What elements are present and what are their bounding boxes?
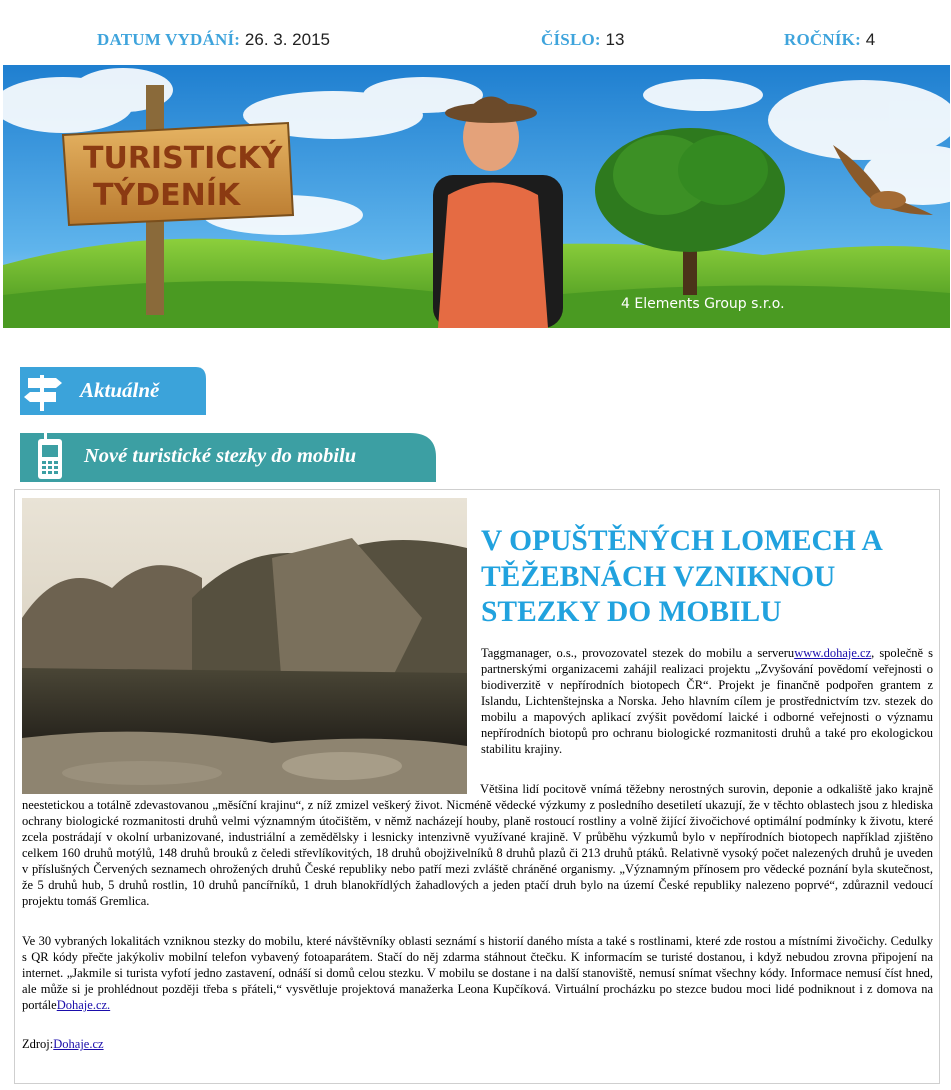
quarry-photo	[22, 498, 467, 794]
issue-number	[541, 30, 624, 50]
banner-company: 4 Elements Group s.r.o.	[621, 296, 785, 312]
volume-year	[784, 30, 875, 50]
article-paragraph-2: Většina lidí pocitově vnímá těžebny nerostných surovin, deponie a odkaliště jako krajně neestetickou a totálně zdevastovanou „měsíční krajinu“, z níž zmizel veškerý život. Nicméně vědecké výzkumy z posledního desetiletí ukazují, že v těchto oblastech jsou z hlediska ochrany biologické rozmanitosti druhů velmi významným útočištěm, v němž nacházejí houby, planě rostoucí rostliny a volně žijící živočichové optimální podmínky k životu, které zcela postrádají v okolní urbanizované, industriální a zemědělsky i lesnicky intenzivně využívané krajině. V průběhu výzkumů bylo v nepřírodních biotopech například zjištěno celkem 160 druhů motýlů, 148 druhů brouků z čeledi střevlíkovitých, 18 druhů obojživelníků 8 druhů plazů či 213 druhů ptáků. Relativně vysoký počet nalezených druhů je uveden v příslušných Červených seznamech ohrožených druhů České republiky nebo patří mezi zvláště chráněné organismy. „Významným přínosem pro vědecké poznání byla skutečnost, že 5 druhů hub, 5 druhů rostlin, 10 druhů pancířníků, 1 druh blanokřídlých žahadlových a jeden ptačí druh bylo na území České republiky nalezeno poprvé“, zdůraznil vedoucí projektu tomáš Gremlica.	[22, 782, 933, 908]
volume-year-value: 4	[865, 30, 876, 49]
volume-year-label: ROČNÍK:	[784, 30, 861, 49]
source-link[interactable]: Dohaje.cz	[53, 1037, 104, 1051]
section-tab-mobile	[20, 433, 436, 482]
issue-date-label: DATUM VYDÁNÍ:	[97, 30, 241, 49]
article-title: V OPUŠTĚNÝCH LOMECH A TĚŽEBNÁCH VZNIKNOU STEZKY DO MOBILU	[481, 525, 882, 628]
newsletter-banner	[3, 65, 950, 328]
banner-title-line1: TURISTICKÝ	[83, 141, 283, 176]
issue-date-value: 26. 3. 2015	[244, 30, 330, 49]
section-current-label: Aktuálně	[80, 378, 160, 402]
issue-date	[97, 30, 330, 50]
article-paragraph-1	[481, 645, 933, 757]
issue-number-label: ČÍSLO:	[541, 30, 601, 49]
banner-title-line2: TÝDENÍK	[93, 178, 241, 213]
section-tab-current	[20, 367, 206, 415]
source-label: Zdroj:	[22, 1037, 54, 1051]
article-source	[22, 1036, 104, 1052]
p1-text-a: Taggmanager, o.s., provozovatel stezek do mobilu a serveru	[481, 646, 795, 660]
mobile-phone-icon	[38, 433, 62, 479]
p1-text-b: , společně s partnerskými organizacemi zahájil realizaci projektu „Zvyšování povědomí veřejnosti o biodiverzitě v nepřírodních biotopech ČR“. Projekt je finančně podpořen grantem z Islandu, Lichtenštejnska a Norska. Jeho hlavním cílem je prostřednictvím tzv. stezek do mobilu a mapových aplikací zvýšit povědomí laické i odborné veřejnosti o významu nepřírodních biotopů pro ochranu biologické rozmanitosti druhů a také pro ekologickou stabilitu krajiny.	[481, 646, 933, 756]
p3-text: Ve 30 vybraných lokalitách vzniknou stezky do mobilu, které návštěvníky oblasti seznámí s historií daného místa a také s rostlinami, které zde rostou a místními živočichy. Cedulky s QR kódy přečte jakýkoliv mobilní telefon vybavený fotoaparátem. Stačí do něj zdarma stáhnout čtečku. K informacím se turisté dostanou, i když nebudou zrovna připojení na internet. „Jakmile si turista vyfotí jedno zastavení, odnáší si domů celou stezku. V mobilu se dostane i na další stanoviště, nemusí snímat všechny kódy. Informace nemusí číst hned, ale může si je prohlédnout později třeba s přáteli,“ vysvětluje projektová manažerka Leona Kupčíková. Virtuální procházku po stezce budou moci lidé podniknout i z domova na portále	[22, 934, 933, 1012]
section-mobile-label: Nové turistické stezky do mobilu	[84, 445, 357, 467]
dohaje-portal-link[interactable]: Dohaje.cz.	[56, 998, 111, 1012]
dohaje-link-inline[interactable]: www.dohaje.cz	[794, 646, 872, 660]
article-paragraph-3	[22, 933, 933, 1013]
banner-illustration	[3, 65, 950, 328]
issue-number-value: 13	[605, 30, 625, 49]
